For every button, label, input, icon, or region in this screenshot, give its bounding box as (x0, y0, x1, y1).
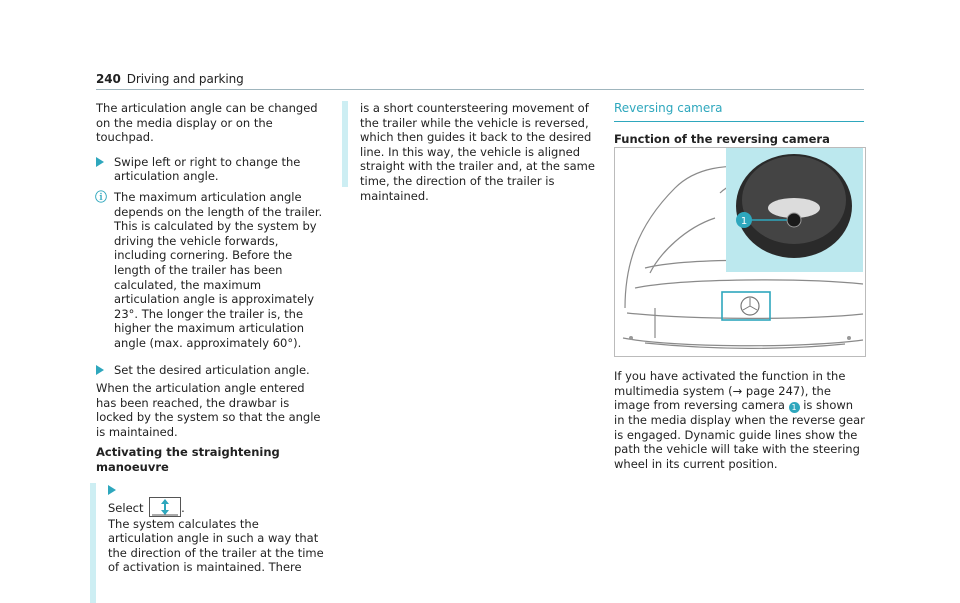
camera-text-c: is shown in the media display when the reverse gear is engaged. Dynamic guide lines show the path the vehicle will take with the steering wheel in its current position. (614, 398, 865, 471)
section-heading: Reversing camera (614, 101, 723, 115)
continued-block (342, 101, 596, 203)
section-divider (614, 121, 864, 122)
straighten-icon (150, 498, 180, 516)
camera-paragraph (614, 369, 866, 472)
select-period: . (181, 500, 185, 515)
section-title: Driving and parking (126, 72, 244, 86)
callout-number: 1 (740, 216, 748, 227)
intro-paragraph: The articulation angle can be changed on the media display or on the touchpad. (96, 101, 318, 145)
xref-arrow-icon: → (732, 383, 743, 398)
step-arrow-icon (96, 365, 104, 375)
step-arrow-icon (96, 157, 104, 167)
step-swipe-text: Swipe left or right to change the articulation angle. (114, 154, 301, 184)
column-1 (96, 101, 324, 603)
column-2 (342, 101, 596, 203)
system-paragraph: The system calculates the articulation angle in such a way that the direction of the trailer at the time of activation is maintained. There (108, 516, 324, 575)
instruction-block (90, 483, 324, 603)
body-paragraph: When the articulation angle entered has been reached, the drawbar is locked by the system so that the angle is maintained. (96, 381, 321, 439)
step-set-angle (96, 363, 324, 378)
note-block (96, 190, 324, 351)
page-number: 240 (96, 72, 121, 86)
column-3 (614, 101, 866, 146)
camera-closeup-drawing (726, 148, 863, 272)
step-arrow-icon (108, 485, 116, 495)
page-header (96, 72, 244, 86)
subheading-straightening: Activating the straightening manoeuvre (96, 445, 280, 475)
straighten-button[interactable] (149, 497, 181, 517)
subsection-heading: Function of the reversing camera (614, 131, 830, 146)
camera-text-a: If you have activated the function in the multimedia system ( (614, 369, 846, 398)
callout-badge: 1 (789, 402, 800, 413)
camera-closeup-inset (726, 148, 863, 272)
note-text: The maximum articulation angle depends on the length of the trailer. This is calculated by the system by driving the vehicle forwards, including cornering. Before the length of the trailer has been calculated, the maximum articulation angle is approximately 23°. The longer the trailer is, the higher the maximum articulation angle (max. approximately 60°). (114, 189, 323, 350)
continued-paragraph: is a short countersteering movement of the trailer while the vehicle is reversed, which then guides it back to the desired line. In this way, the vehicle is aligned straight with the trailer and, at the same time, the direction of the trailer is maintained. (360, 101, 595, 203)
note-info-icon: ⓘ (95, 189, 108, 204)
step-set-angle-text: Set the desired articulation angle. (114, 362, 310, 377)
camera-text-b: page 247), the image from reversing camera (614, 383, 831, 413)
step-swipe (96, 155, 324, 184)
select-label: Select (108, 500, 144, 515)
header-divider (96, 89, 864, 90)
